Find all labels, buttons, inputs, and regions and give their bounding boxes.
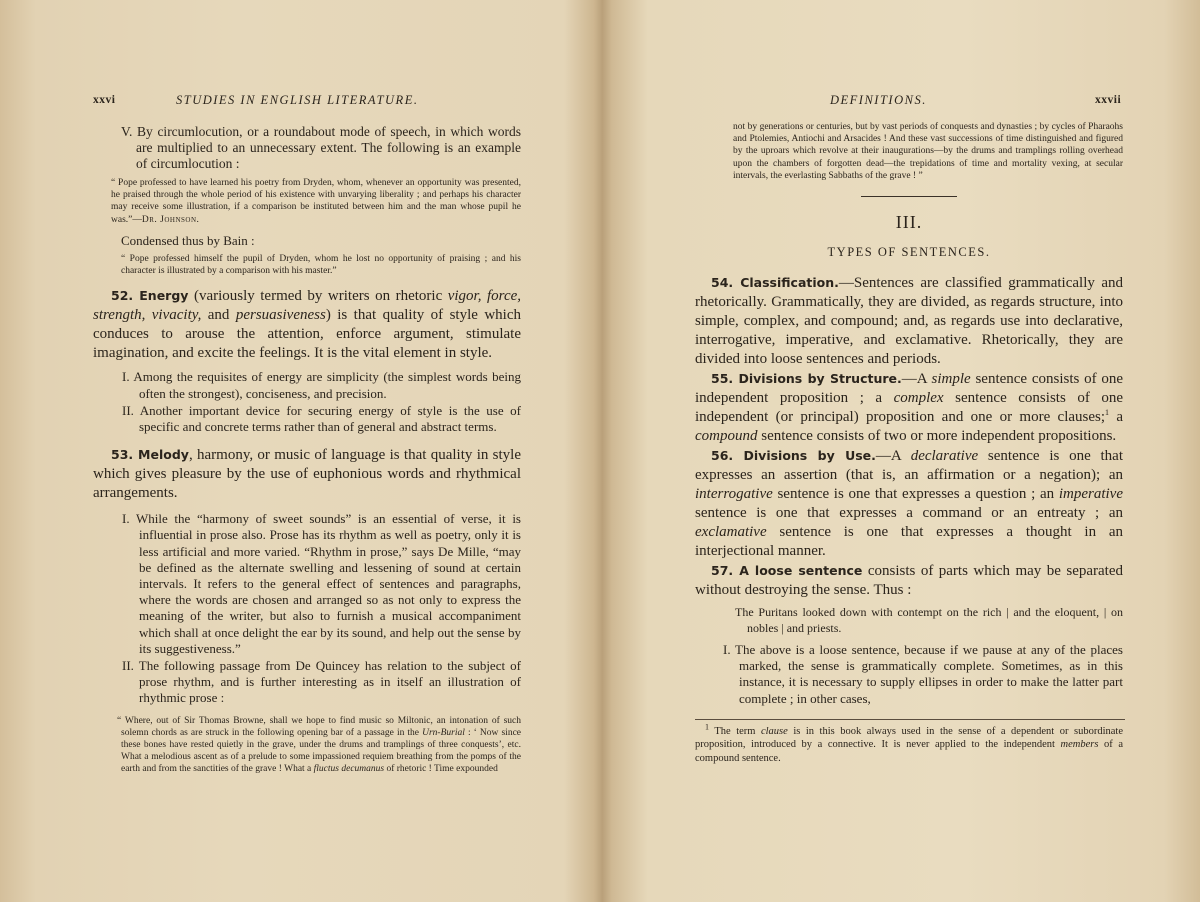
paragraph-57-text: consists of parts which may be separated without destroying the sense. Thus : bbox=[695, 563, 1124, 599]
paragraph-54-heading: 54. Classification. bbox=[711, 275, 839, 291]
quote-bain: “ Pope professed himself the pupil of Dryden, whom he lost no opportunity of praising ; and his character is illustrated by a comparison with his master.” bbox=[121, 254, 521, 277]
paragraph-54 bbox=[695, 273, 1123, 369]
paragraph-52-text-b: ) is that quality of style which conduces to arouse the attention, enforce argument, stimulate imagination, and excite the feelings. It is the vital element in style. bbox=[93, 307, 521, 362]
quote-de-quincey bbox=[93, 715, 521, 776]
left-running-title: STUDIES IN ENGLISH LITERATURE. bbox=[176, 93, 419, 107]
paragraph-56-text-c: sentence is one that expresses a question ; an bbox=[772, 486, 1059, 503]
footnote-text-c: of a compound sentence. bbox=[695, 739, 1123, 764]
paragraph-55-simple: simple bbox=[931, 371, 971, 388]
paragraph-55-complex: complex bbox=[893, 390, 944, 407]
paragraph-52-and: and bbox=[201, 307, 236, 324]
footnote-reference: 1 bbox=[1105, 408, 1110, 418]
paragraph-56-text-a: —A bbox=[875, 448, 911, 465]
paragraph-57 bbox=[695, 561, 1123, 600]
paragraph-55-text-b: sentence consists of one independent proposition ; a bbox=[695, 371, 1123, 407]
left-page-number: xxvi bbox=[93, 94, 116, 106]
footnote-text-a: The term bbox=[709, 725, 761, 737]
quote-dq-text-b: : ‘ Now since these bones have rested quietly in the grave, under the drums and tramplings of three conquests’, etc. What a melodious ascent as of a prelude to some impassioned requiem breathing from the pomps of the earth and from the sanctities of the grave ! What a bbox=[121, 727, 522, 775]
quote-dq-text-a: “ Where, out of Sir Thomas Browne, shall we hope to find music so Miltonic, an intonation of such solemn chords as are struck in the following opening bar of a passage in the bbox=[117, 715, 521, 738]
footnote-text-b: is in this book always used in the sense of a dependent or subordinate proposition, introduced by a connective. It is never applied to the independent bbox=[695, 725, 1123, 751]
paragraph-54-text: —Sentences are classified grammatically and rhetorically. Grammatically, they are divided, as regards structure, into simple, complex, and compound; and, as regards use into declarative, interrogative, imperative, and exclamative. Rhetorically, they are divided into loose sentences and periods. bbox=[695, 275, 1123, 368]
right-page-number: xxvii bbox=[1095, 94, 1122, 106]
paragraph-56-text-b: sentence is one that expresses an assertion (that is, an affirmation or a negation); an bbox=[695, 448, 1124, 484]
right-page-content bbox=[695, 121, 1123, 765]
paragraph-52 bbox=[93, 286, 521, 363]
paragraph-53-item-i: I. While the “harmony of sweet sounds” is an essential of verse, it is influential in prose also. Prose has its rhythm as well as poetry, only it is less artificial and more varied. “Rhythm in prose,” says De Mille, “may be defined as the alternate swelling and lessening of sound at certain intervals. It refers to the general effect of sentences and paragraphs, where the words are chosen and arranged so as not only to express the meaning of the writer, but also to furnish a musical accompaniment which shall at once delight the ear by its sound, and help out the sense by its suggestiveness.” bbox=[122, 511, 521, 656]
quote-dq-urn-burial: Urn-Burial bbox=[422, 727, 465, 738]
section-rule bbox=[861, 196, 957, 197]
paragraph-55-text-a: —A bbox=[901, 371, 932, 388]
left-page-content bbox=[93, 124, 521, 776]
paragraph-52-persuasiveness: persuasiveness bbox=[235, 307, 326, 324]
right-running-title: DEFINITIONS. bbox=[830, 93, 927, 107]
paragraph-55-compound: compound bbox=[695, 428, 758, 445]
section-numeral: III. bbox=[895, 212, 923, 233]
paragraph-56-heading: 56. Divisions by Use. bbox=[711, 448, 876, 464]
paragraph-53-heading: 53. Melody bbox=[111, 447, 189, 463]
paragraph-53 bbox=[93, 445, 521, 503]
paragraph-55 bbox=[695, 369, 1123, 446]
quote-dq-text-c: of rhetoric ! Time expounded bbox=[384, 764, 498, 775]
footnote bbox=[695, 722, 1123, 766]
paragraph-56-text-d: sentence is one that expresses a command or an entreaty ; an bbox=[695, 505, 1123, 522]
condensed-label: Condensed thus by Bain : bbox=[121, 232, 255, 248]
paragraph-56-exclamative: exclamative bbox=[695, 524, 767, 541]
paragraph-57-heading: 57. A loose sentence bbox=[711, 563, 863, 579]
paragraph-55-text-c: sentence consists of one independent (or principal) proposition and one or more clauses; bbox=[695, 390, 1123, 426]
paragraph-56-declarative: declarative bbox=[910, 448, 979, 465]
paragraph-52-item-i: I. Among the requisites of energy are simplicity (the simplest words being often the strongest), conciseness, and precision. bbox=[122, 369, 521, 401]
paragraph-52-terms: vigor, force, strength, vivacity, bbox=[93, 288, 522, 324]
paragraph-55-text-e: sentence consists of two or more independent propositions. bbox=[757, 428, 1117, 445]
footnote-clause: clause bbox=[760, 725, 788, 737]
footnote-rule bbox=[695, 719, 1125, 720]
section-title: TYPES OF SENTENCES. bbox=[827, 245, 991, 260]
quote-johnson-text: “ Pope professed to have learned his poetry from Dryden, whom, whenever an opportunity was presented, he praised through the whole period of his existence with unvarying liberality ; and perhaps his character may receive some illustration, if a comparison be instituted between him and the man whose pupil he was.”— bbox=[111, 178, 521, 225]
quote-johnson-author: Dr. Johnson. bbox=[141, 214, 200, 225]
footnote-mark: 1 bbox=[705, 722, 709, 732]
paragraph-56-text-e: sentence is one that expresses a thought in an interjectional manner. bbox=[695, 524, 1123, 560]
right-page bbox=[600, 0, 1200, 902]
paragraph-57-item-i: I. The above is a loose sentence, because if we pause at any of the places marked, the sense is grammatically complete. Sometimes, as in this instance, it is necessary to supply ellipses in order to make the latter part complete ; in other cases, bbox=[723, 642, 1123, 706]
paragraph-52-text-a: (variously termed by writers on rhetoric bbox=[188, 288, 448, 305]
paragraph-52-heading: 52. Energy bbox=[111, 288, 189, 304]
paragraph-55-text-d: a bbox=[1109, 409, 1123, 426]
paragraph-53-text: , harmony, or music of language is that quality in style which gives pleasure by the use of euphonious words and rhythmical arrangements. bbox=[93, 447, 521, 502]
quote-johnson bbox=[93, 177, 521, 226]
item-v-circumlocution: V. By circumlocution, or a roundabout mode of speech, in which words are multiplied to an unnecessary extent. The following is an example of circumlocution : bbox=[121, 124, 521, 171]
paragraph-56-interrogative: interrogative bbox=[695, 486, 773, 503]
puritans-example: The Puritans looked down with contempt on the rich | and the eloquent, | on nobles | and priests. bbox=[735, 605, 1123, 635]
paragraph-53-item-ii: II. The following passage from De Quincey has relation to the subject of prose rhythm, and is further interesting as in itself an illustration of rhythmic prose : bbox=[122, 658, 521, 706]
paragraph-56-imperative: imperative bbox=[1058, 486, 1123, 503]
paragraph-56 bbox=[695, 446, 1123, 561]
footnote-members: members bbox=[1060, 739, 1099, 751]
quote-dq-fluctus: fluctus decumanus bbox=[313, 764, 385, 775]
quote-continuation: not by generations or centuries, but by vast periods of conquests and dynasties ; by cycles of Pharaohs and Ptolemies, Antiochi and Arsacides ! And these vast successions of time distinguished and figured by the uproars which revolve at their inaugurations—by the drums and tramplings rolling overhead upon the chambers of forgotten dead—the trepidations of time and mortality vexing, at secular intervals, the everlasting Sabbaths of the grave ! ” bbox=[733, 122, 1123, 181]
paragraph-55-heading: 55. Divisions by Structure. bbox=[711, 371, 902, 387]
paragraph-52-item-ii: II. Another important device for securing energy of style is the use of specific and concrete terms rather than of general and abstract terms. bbox=[122, 402, 521, 435]
